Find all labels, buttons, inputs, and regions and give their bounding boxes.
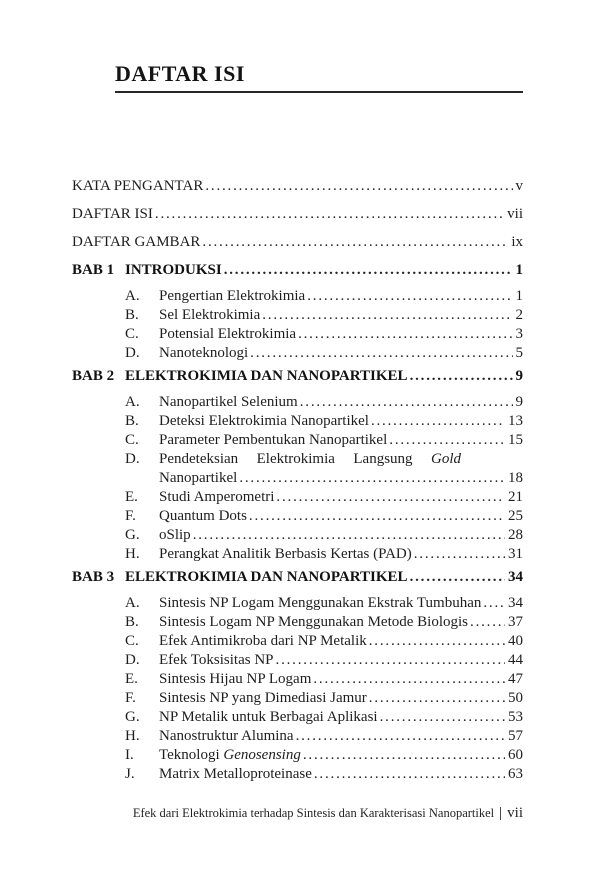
dot-leader — [249, 507, 505, 526]
dot-leader — [314, 765, 505, 784]
chapter-block — [72, 568, 523, 784]
chapter-heading-row — [72, 367, 523, 386]
chapter-block — [72, 261, 523, 363]
item-text-main: Sintesis Logam NP Menggunakan Metode Biologis — [159, 614, 469, 630]
item-letter: A. — [125, 595, 140, 611]
item-text — [159, 306, 260, 325]
dot-leader — [410, 367, 513, 386]
page-number: 2 — [515, 307, 523, 323]
item-letter: B. — [125, 307, 139, 323]
item-text — [159, 727, 294, 746]
dot-leader — [276, 651, 505, 670]
toc-item-row — [125, 689, 523, 708]
item-text — [159, 507, 247, 526]
item-wrap-text: Nanopartikel — [159, 470, 238, 486]
dot-leader — [298, 325, 512, 344]
page-number: ix — [511, 234, 523, 250]
dot-leader — [380, 708, 505, 727]
item-text — [159, 613, 468, 632]
item-letter: D. — [125, 652, 140, 668]
page-number: 3 — [515, 326, 523, 342]
justified-word: Pendeteksian — [159, 451, 239, 467]
chapter-number: BAB 2 — [72, 368, 115, 384]
footer-separator — [500, 807, 501, 820]
page-number: 53 — [508, 709, 523, 725]
page-footer — [133, 805, 523, 822]
item-letter: B. — [125, 614, 139, 630]
justified-word: Elektrokimia — [256, 451, 335, 467]
page-number: 28 — [508, 527, 523, 543]
page-number: 18 — [508, 470, 523, 486]
item-text — [159, 526, 191, 545]
dot-leader — [470, 613, 505, 632]
item-text-main: Efek Antimikroba dari NP Metalik — [159, 633, 367, 649]
item-letter: C. — [125, 633, 139, 649]
item-text-main: Nanopartikel Selenium — [159, 394, 298, 410]
item-second-line — [159, 469, 523, 488]
dot-leader — [303, 746, 505, 765]
item-letter: I. — [125, 747, 134, 763]
item-letter: F. — [125, 690, 136, 706]
item-text — [159, 545, 412, 564]
page-number: vii — [507, 206, 523, 222]
item-text — [159, 412, 369, 431]
chapter-title: ELEKTROKIMIA DAN NANOPARTIKEL — [125, 569, 408, 585]
toc-item-row — [125, 393, 523, 412]
toc-item-row — [125, 670, 523, 689]
page-number: 44 — [508, 652, 523, 668]
item-letter: C. — [125, 326, 139, 342]
front-matter-label: DAFTAR GAMBAR — [72, 234, 201, 250]
justified-word: Gold — [431, 451, 461, 467]
page-number: 1 — [515, 288, 523, 304]
dot-leader — [193, 526, 505, 545]
toc-item-row — [125, 287, 523, 306]
item-justified-words — [159, 450, 461, 469]
toc-item-row — [125, 651, 523, 670]
title-block — [115, 62, 523, 93]
front-matter-row — [72, 177, 523, 196]
dot-leader — [410, 568, 505, 587]
page-title: DAFTAR ISI — [115, 61, 245, 86]
toc-item-row — [125, 507, 523, 526]
item-text-main: Deteksi Elektrokimia Nanopartikel — [159, 413, 369, 429]
dot-leader — [371, 412, 505, 431]
item-letter: A. — [125, 394, 140, 410]
item-text-main: Sintesis Hijau NP Logam — [159, 671, 312, 687]
toc-item-row — [125, 526, 523, 545]
toc-item-row — [125, 344, 523, 363]
item-text — [159, 651, 274, 670]
page-number: 47 — [508, 671, 523, 687]
page-number: 60 — [508, 747, 523, 763]
page-number: 40 — [508, 633, 523, 649]
item-text-main: Perangkat Analitik Berbasis Kertas (PAD) — [159, 546, 412, 562]
toc-item-row — [125, 488, 523, 507]
front-matter-row — [72, 205, 523, 224]
toc-item-row — [125, 412, 523, 431]
chapter-title: ELEKTROKIMIA DAN NANOPARTIKEL — [125, 368, 408, 384]
toc-item-row — [125, 594, 523, 613]
item-letter: D. — [125, 345, 140, 361]
dot-leader — [414, 545, 505, 564]
item-text-main: Sintesis NP Logam Menggunakan Ekstrak Tumbuhan — [159, 595, 482, 611]
item-text — [159, 632, 367, 651]
page-number: 63 — [508, 766, 523, 782]
page-number: 50 — [508, 690, 523, 706]
item-text — [159, 689, 367, 708]
dot-leader — [296, 727, 505, 746]
chapter-items — [72, 287, 523, 363]
chapter-items — [72, 594, 523, 784]
item-letter: H. — [125, 546, 140, 562]
dot-leader — [369, 632, 505, 651]
item-first-line — [125, 450, 523, 469]
item-letter: E. — [125, 489, 138, 505]
chapter-items — [72, 393, 523, 564]
page-number: 21 — [508, 489, 523, 505]
item-text-main: Teknologi — [159, 747, 224, 763]
dot-leader — [239, 469, 505, 488]
page-number: 15 — [508, 432, 523, 448]
chapter-number: BAB 1 — [72, 262, 115, 278]
dot-leader — [313, 670, 505, 689]
chapter-number: BAB 3 — [72, 569, 115, 585]
item-letter: H. — [125, 728, 140, 744]
toc-item-row — [125, 746, 523, 765]
title-underline — [115, 91, 523, 93]
item-text-main: Pengertian Elektrokimia — [159, 288, 306, 304]
page-number: 57 — [508, 728, 523, 744]
toc-item-row — [125, 545, 523, 564]
item-text — [159, 287, 305, 306]
page-number: 13 — [508, 413, 523, 429]
item-letter: E. — [125, 671, 138, 687]
item-text-main: Matrix Metalloproteinase — [159, 766, 312, 782]
toc-item-row — [125, 325, 523, 344]
page-number: 1 — [515, 262, 523, 278]
item-text-main: Quantum Dots — [159, 508, 247, 524]
dot-leader — [224, 261, 513, 280]
item-text-main: Studi Amperometri — [159, 489, 275, 505]
chapter-block — [72, 367, 523, 564]
dot-leader — [483, 594, 505, 613]
dot-leader — [300, 393, 513, 412]
footer-page-number: vii — [507, 805, 523, 821]
page-number: 34 — [508, 595, 523, 611]
item-text-main: oSlip — [159, 527, 191, 543]
toc-list — [72, 177, 523, 784]
front-matter-row — [72, 233, 523, 252]
toc-item-row — [125, 727, 523, 746]
item-letter: G. — [125, 709, 140, 725]
item-text — [159, 708, 378, 727]
dot-leader — [389, 431, 505, 450]
footer-text: Efek dari Elektrokimia terhadap Sintesis dan Karakterisasi Nanopartikel — [132, 806, 495, 820]
toc-item-row — [125, 431, 523, 450]
item-text — [159, 746, 301, 765]
item-letter: F. — [125, 508, 136, 524]
item-text-main: Sel Elektrokimia — [159, 307, 261, 323]
justified-word: Langsung — [353, 451, 413, 467]
chapter-heading-row — [72, 261, 523, 280]
item-text — [159, 325, 296, 344]
dot-leader — [202, 233, 508, 252]
toc-item-row-wrapped — [72, 450, 523, 488]
dot-leader — [307, 287, 512, 306]
item-text-main: Nanostruktur Alumina — [159, 728, 294, 744]
item-text — [159, 670, 311, 689]
dot-leader — [155, 205, 504, 224]
item-text-main: Efek Toksisitas NP — [159, 652, 274, 668]
item-letter: G. — [125, 527, 140, 543]
page-number: 25 — [508, 508, 523, 524]
page-number: 9 — [515, 394, 523, 410]
front-matter-label: KATA PENGANTAR — [72, 178, 204, 194]
chapter-title: INTRODUKSI — [125, 262, 222, 278]
item-text-main: Parameter Pembentukan Nanopartikel — [159, 432, 388, 448]
item-text — [159, 344, 248, 363]
item-text-main: Sintesis NP yang Dimediasi Jamur — [159, 690, 367, 706]
toc-item-row — [125, 632, 523, 651]
item-letter: B. — [125, 413, 139, 429]
dot-leader — [262, 306, 512, 325]
page-number: 31 — [508, 546, 523, 562]
item-text — [159, 431, 387, 450]
item-text — [159, 488, 274, 507]
item-letter: J. — [125, 766, 135, 782]
dot-leader — [250, 344, 512, 363]
item-text — [159, 765, 312, 784]
toc-item-row — [125, 765, 523, 784]
page-number: 34 — [508, 569, 523, 585]
chapter-heading-row — [72, 568, 523, 587]
page-number: v — [515, 178, 523, 194]
toc-item-row — [125, 306, 523, 325]
page-number: 5 — [515, 345, 523, 361]
item-text-main: NP Metalik untuk Berbagai Aplikasi — [159, 709, 378, 725]
item-letter: A. — [125, 288, 140, 304]
item-text-main: Nanoteknologi — [159, 345, 249, 361]
front-matter-label: DAFTAR ISI — [72, 206, 153, 222]
item-text — [159, 393, 298, 412]
item-text — [159, 594, 481, 613]
item-text-main: Potensial Elektrokimia — [159, 326, 297, 342]
item-letter: D. — [125, 451, 140, 467]
toc-item-row — [125, 613, 523, 632]
item-text-italic: Genosensing — [223, 747, 301, 763]
dot-leader — [276, 488, 505, 507]
dot-leader — [369, 689, 505, 708]
toc-item-row — [125, 708, 523, 727]
page-number: 9 — [515, 368, 523, 384]
page-number: 37 — [508, 614, 523, 630]
dot-leader — [205, 177, 512, 196]
item-letter: C. — [125, 432, 139, 448]
